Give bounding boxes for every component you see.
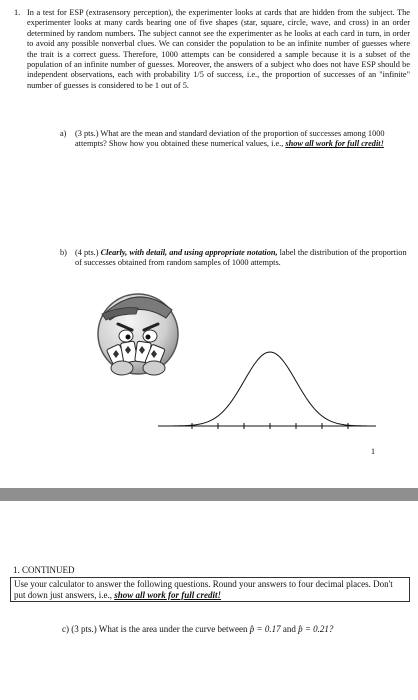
part-c-expr2: p̂ = 0.21? (298, 624, 334, 634)
part-c-expr1: p̂ = 0.17 (249, 624, 281, 634)
part-a-label: a) (60, 129, 67, 138)
part-b-points: (4 pts.) (75, 248, 99, 257)
part-b-emphasis: Clearly, with detail, and using appropriate notation, (100, 248, 278, 257)
question-number: 1. (14, 8, 21, 17)
part-b (60, 248, 408, 269)
part-c-text: (3 pts.) What is the area under the curve between (71, 624, 248, 634)
part-c-and: and (282, 624, 296, 634)
bell-curve (158, 352, 376, 426)
part-c (62, 624, 333, 635)
question-1 (14, 8, 410, 91)
instructions-box (10, 577, 410, 602)
instructions-text: Use your calculator to answer the following questions. Round your answers to four decimal places. Don't put down just answers, i.e., (14, 579, 393, 600)
normal-curve-chart (140, 338, 410, 458)
question-intro: In a test for ESP (extrasensory perception), the experimenter looks at cards that are hidden from the subject. The experimenter looks at many cards bearing one of five shapes (star, square, circle, wave, and cross) in an order determined by random numbers. The subject cannot see the experimenter as he looks at each card in turn, in order to avoid any possible nonverbal clues. We can consider the population to be an infinite number of guesses where the trait is a correct guess. Therefore, 1000 attempts can be considered a sample because it is a subset of the population of an infinite number of guesses. Moreover, the answers of a subject who does not have ESP should be independent observations, each with probability 1/5 of success, i.e., the proportion of successes of an "infinite" number of guesses is considered to be 1 out of 5. (27, 8, 410, 90)
part-a (60, 129, 408, 150)
part-a-emphasis: show all work for full credit! (285, 139, 384, 149)
part-b-label: b) (60, 248, 67, 257)
instructions-emphasis: show all work for full credit! (114, 590, 222, 600)
part-c-label: c) (62, 624, 69, 634)
continued-heading: 1. CONTINUED (13, 565, 75, 575)
part-a-text: (3 pts.) What are the mean and standard deviation of the proportion of successes among 1000 attempts? Show how you obtained these numerical values, i.e., (75, 129, 385, 149)
axis-tick-label: 1 (371, 447, 375, 456)
part-b-text: label the distribution of the proportion of successes obtained from random samples of 1000 attempts. (75, 248, 407, 268)
section-divider (0, 488, 418, 501)
